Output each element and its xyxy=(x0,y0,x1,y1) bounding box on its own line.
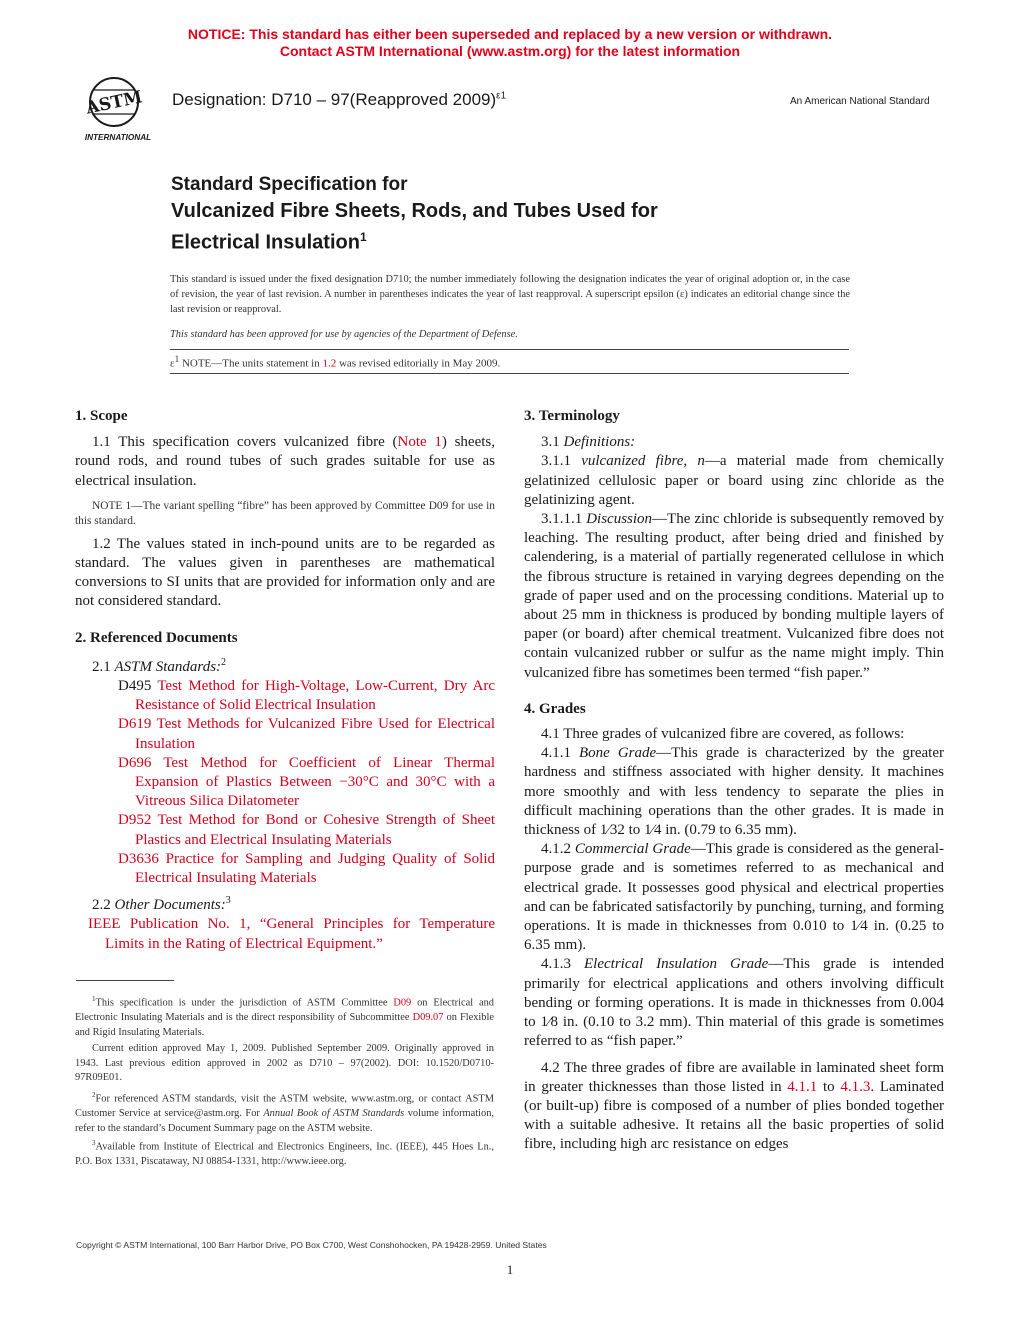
reference-ieee[interactable] xyxy=(75,915,495,953)
p4-2-to: to xyxy=(817,1078,841,1095)
editorial-note-sup: 1 xyxy=(174,354,180,364)
logo-subtitle: INTERNATIONAL xyxy=(84,133,152,142)
fn2-text-a: For referenced ASTM standards, visit the ASTM website, www.astm.org, or contact ASTM Customer Service at service@astm.org. For xyxy=(75,1093,494,1120)
american-national-standard-label: An American National Standard xyxy=(790,96,930,107)
ref-code: D495 xyxy=(118,678,152,695)
document-title xyxy=(171,172,871,256)
section-2-heading: 2. Referenced Documents xyxy=(75,629,238,646)
ref-title[interactable]: Test Method for Coefficient of Linear Thermal Expansion of Plastics Between −30°C and 30°C with a Vitreous Silica Dilatometer xyxy=(135,754,495,810)
p3-1-1-def: —a material made from chemically gelatinized cellulosic paper or board using zinc chloride as the gelatinizing agent. xyxy=(524,453,944,508)
fn2-italic: Annual Book of ASTM Standards xyxy=(263,1108,405,1120)
p4-1-2-text: —This grade is considered as the general-purpose grade and is sometimes referred to as mechanical and electrical grade. It possesses good physical and electrical properties and can be fabricated satisfactorily by punching, turning, and forming operations. It is made in thicknesses from 0.010 to 1⁄4 in. (0.25 to 6.35 mm). xyxy=(524,841,944,954)
p4-1-3-grade: Electrical Insulation Grade xyxy=(584,956,769,973)
title-line-2: Vulcanized Fibre Sheets, Rods, and Tubes Used for xyxy=(171,200,658,222)
title-line-3-text: Electrical Insulation xyxy=(171,231,360,254)
p4-1-3-num: 4.1.3 xyxy=(541,956,585,973)
fn3-text: Available from Institute of Electrical and Electronics Engineers, Inc. (IEEE), 445 Hoes Ln., P.O. Box 1331, Piscataway, NJ 08854-1331, http://www.ieee.org. xyxy=(75,1141,494,1168)
paragraph-2-1 xyxy=(75,653,495,677)
p4-1-2-grade: Commercial Grade xyxy=(574,841,691,858)
logo-word: ASTM xyxy=(84,87,145,119)
paragraph-4-1-2 xyxy=(524,840,944,955)
right-column xyxy=(524,407,944,1155)
footnote-1: $^1$This specification is under the jurisdiction of ASTM Committee D09 on Electrical and Electronic Insulating Materials and is the direct responsibility of Subcommittee D09.07 on Flexible and Rigid Insulating Materials. xyxy=(75,995,495,1038)
reference-d696[interactable] xyxy=(105,754,495,812)
note-1-link[interactable]: Note 1 xyxy=(397,434,442,451)
p2-1-num: 2.1 xyxy=(92,658,115,675)
reference-d495[interactable] xyxy=(105,677,495,715)
editorial-note-link[interactable]: 1.2 xyxy=(322,357,337,370)
p2-1-footnote-ref: 2 xyxy=(221,656,227,668)
title-line-1: Standard Specification for xyxy=(171,174,408,195)
issuance-statement: This standard is issued under the fixed designation D710; the number immediately following the designation indicates the year of original adoption or, in the case of revision, the year of last revision. A number in parentheses indicates the year of last reapproval. A superscript epsilon (ε) indicates an editorial change since the last revision or reapproval. xyxy=(170,274,850,315)
p3-1-num: 3.1 xyxy=(541,434,564,451)
paragraph-4-2 xyxy=(524,1059,944,1155)
fn1-text-a: This specification is under the jurisdiction of ASTM Committee xyxy=(95,997,394,1009)
p4-2-text-b: . Laminated (or built-up) fibre is composed of a number of plies bonded together with a suitable adhesive. It retains all the basic properties of solid fibre, including high arc resistance on edges xyxy=(524,1078,944,1153)
paragraph-3-1-1-1 xyxy=(524,510,944,683)
link-4-1-3[interactable]: 4.1.3 xyxy=(840,1078,871,1095)
reference-d619[interactable] xyxy=(105,715,495,753)
p3-1-1-1-num: 3.1.1.1 xyxy=(541,511,587,528)
paragraph-2-2 xyxy=(75,891,495,915)
fn1-committee-link[interactable]: D09 xyxy=(393,997,412,1009)
ref-title[interactable]: Test Method for High-Voltage, Low-Current, Dry Arc Resistance of Solid Electrical Insulation xyxy=(135,678,495,714)
p4-1-3-text: —This grade is intended primarily for electrical applications and others involving difficult bending or forming operations. It is made in thicknesses from 0.004 to 1⁄8 in. (0.10 to 3.2 mm). Thin material of this grade is sometimes referred to as “fish paper.” xyxy=(524,956,945,1050)
fn2-text-b: volume information, refer to the standard’s Document Summary page on the ASTM website. xyxy=(75,1108,494,1134)
paragraph-4-1-3 xyxy=(524,955,944,1051)
editorial-note-text-b: was revised editorially in May 2009. xyxy=(336,357,501,370)
p4-1-1-text: —This grade is characterized by the greater hardness and stiffness associated with higher density. It machines more smoothly and with less tendency to separate the plies in difficult machining operations than the other grades. It is made in thickness of 1⁄32 to 1⁄4 in. (0.79 to 6.35 mm). xyxy=(524,745,945,839)
note-divider xyxy=(170,373,849,374)
reference-list xyxy=(75,677,495,888)
paragraph-3-1-1 xyxy=(524,452,944,510)
left-column xyxy=(75,407,495,954)
p2-2-num: 2.2 xyxy=(92,897,115,914)
copyright-line: Copyright © ASTM International, 100 Barr Harbor Drive, PO Box C700, West Conshohocken, PA 19428-2959. United States xyxy=(76,1240,547,1250)
p3-1-1-1-label: Discussion xyxy=(586,511,653,528)
reference-d952[interactable] xyxy=(105,811,495,849)
p4-1-1-num: 4.1.1 xyxy=(541,745,579,762)
p4-1-1-grade: Bone Grade xyxy=(579,745,657,762)
footnote-2: $^2$For referenced ASTM standards, visit the ASTM website, www.astm.org, or contact ASTM Customer Service at service@astm.org. For Annual Book of ASTM Standards volume information, refer to the standard’s Document Summary page on the ASTM website. xyxy=(75,1091,494,1134)
withdrawal-notice xyxy=(0,26,1020,60)
p2-2-title: Other Documents: xyxy=(114,897,226,914)
title-line-3 xyxy=(171,224,871,256)
ref-code: D619 xyxy=(118,716,152,733)
note-1: NOTE 1—The variant spelling “fibre” has been approved by Committee D09 for use in this standard. xyxy=(75,499,495,527)
paragraph-4-1-1 xyxy=(524,744,944,840)
section-4-heading: 4. Grades xyxy=(524,700,586,717)
section-3-heading: 3. Terminology xyxy=(524,408,620,424)
footnote-1-edition: Current edition approved May 1, 2009. Published September 2009. Originally approved in 1943. Last previous edition approved in 2002 as D710 – 97(2002). DOI: 10.1520/D0710-97R09E01. xyxy=(75,1043,494,1084)
title-footnote-ref: 1 xyxy=(359,230,367,244)
p2-1-title: ASTM Standards: xyxy=(114,658,222,675)
p3-1-1-1-text: —The zinc chloride is subsequently removed by leaching. The resulting product, after being dried and finished by calendering, is a material of partially regenerated cellulose in which the fibrous structure is retained in varying degrees depending on the grade of paper used and on the processing conditions. Material up to about 25 mm in thickness is produced by bonding multiple layers of paper (or board) after chemical treatment. Vulcanized fibre does not contain vulcanized rubber or sulfur as the name might imply. Thin vulcanized fibre has sometimes been termed “fish paper.” xyxy=(524,511,944,681)
p3-1-1-term: vulcanized fibre, n xyxy=(581,453,705,470)
p4-1-2-num: 4.1.2 xyxy=(541,841,575,858)
ref-code: D952 xyxy=(118,812,152,829)
designation-text: Designation: D710 – 97(Reapproved 2009) xyxy=(172,90,497,109)
designation-superscript: ε1 xyxy=(496,90,507,102)
fn1-subcommittee-link[interactable]: D09.07 xyxy=(412,1012,444,1024)
paragraph-1-2: 1.2 The values stated in inch-pound units are to be regarded as standard. The values given in parentheses are mathematical conversions to SI units that are provided for information only and are not considered standard. xyxy=(75,535,495,610)
p4-2-text-a: 4.2 The three grades of fibre are available in laminated sheet form in greater thicknesses than those listed in xyxy=(524,1059,944,1095)
notice-line-1: NOTICE: This standard has either been superseded and replaced by a new version or withdrawn. xyxy=(187,26,833,42)
ref-title[interactable]: Test Methods for Vulcanized Fibre Used for Electrical Insulation xyxy=(135,716,495,752)
paragraph-1-1 xyxy=(75,433,495,491)
footnotes xyxy=(75,992,494,1170)
ref-title[interactable]: Test Method for Bond or Cohesive Strength of Sheet Plastics and Electrical Insulating Materials xyxy=(135,812,495,848)
dod-approval-statement: This standard has been approved for use by agencies of the Department of Defense. xyxy=(170,329,518,340)
p1-1-text-a: 1.1 This specification covers vulcanized fibre ( xyxy=(92,434,398,451)
designation xyxy=(172,90,506,110)
p3-1-1-num: 3.1.1 xyxy=(541,453,582,470)
p2-2-footnote-ref: 3 xyxy=(225,895,231,907)
p1-1-text-b: ) sheets, round rods, and round tubes of such grades suitable for use as electrical insulation. xyxy=(75,434,495,489)
p3-1-title: Definitions: xyxy=(563,434,636,451)
reference-d3636[interactable] xyxy=(105,850,495,888)
ieee-title[interactable]: “General Principles for Temperature Limits in the Rating of Electrical Equipment.” xyxy=(105,916,495,952)
fn1-text-b: on Electrical and Electronic Insulating Materials and is the direct responsibility of Subcommittee xyxy=(75,997,494,1024)
page-number: 1 xyxy=(506,1262,514,1277)
section-1-heading: 1. Scope xyxy=(75,408,128,424)
ref-code: D696 xyxy=(118,754,152,771)
fn1-text-c: on Flexible and Rigid Insulating Materials. xyxy=(75,1012,495,1038)
notice-line-2: Contact ASTM International (www.astm.org) for the latest information xyxy=(279,43,741,59)
editorial-note-epsilon: ε xyxy=(170,357,175,370)
footnote-3: $^3$Available from Institute of Electrical and Electronics Engineers, Inc. (IEEE), 445 Hoes Ln., P.O. Box 1331, Piscataway, NJ 08854-1331, http://www.ieee.org. xyxy=(75,1139,494,1168)
footnote-divider xyxy=(76,980,174,981)
paragraph-4-1: 4.1 Three grades of vulcanized fibre are covered, as follows: xyxy=(541,726,905,743)
ref-code: D3636 xyxy=(118,850,159,867)
ieee-code[interactable]: IEEE Publication No. 1, xyxy=(88,916,251,933)
top-divider xyxy=(170,349,849,350)
astm-logo-icon xyxy=(74,70,162,144)
editorial-note xyxy=(170,354,500,370)
editorial-note-text-a: NOTE—The units statement in xyxy=(179,357,323,370)
link-4-1-1[interactable]: 4.1.1 xyxy=(787,1078,818,1095)
ref-title[interactable]: Practice for Sampling and Judging Quality of Solid Electrical Insulating Materials xyxy=(135,850,496,887)
paragraph-3-1 xyxy=(524,433,944,452)
